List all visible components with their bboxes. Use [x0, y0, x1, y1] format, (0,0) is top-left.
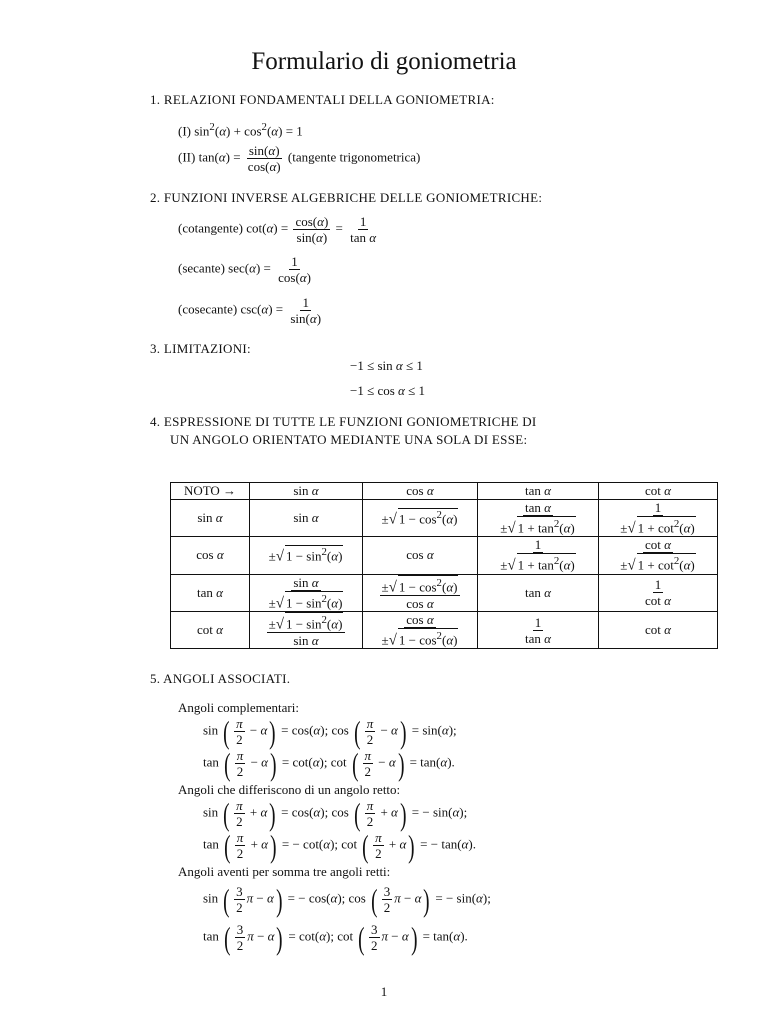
table-row-header: cos α [171, 537, 250, 574]
table-cell: $\frac{\text{cot α}}{\pm√ 1 + \cot^2(\alpha)}$ [599, 537, 718, 574]
table-row-header: tan α [171, 574, 250, 611]
formula-three-right-tan-cot: tan ( $\frac{3}{2}$ π − α) = cot(α); cot ( $\frac{3}{2}$ π − α) = tan(α). [203, 919, 468, 956]
table-row [171, 611, 718, 648]
table-row [171, 500, 718, 537]
table-corner-cell: NOTO → [171, 483, 250, 500]
page-title: Formulario di goniometria [251, 48, 517, 75]
formula-sin-bounds: −1 ≤ sin α ≤ 1 [350, 358, 423, 373]
cotangent-label: (cotangente) [178, 220, 243, 236]
group-right-angle-heading: Angoli che differiscono di un angolo retto: [178, 782, 401, 797]
table-cell: $\frac{1}{\text{tan α}}$ [478, 611, 599, 648]
table-cell: $\frac{\text{cos α}}{\pm√ 1 - \cos^2(\alpha)}$ [363, 611, 478, 648]
table-cell: $\frac{1}{\text{cot α}}$ [599, 574, 718, 611]
cosecant-label: (cosecante) [178, 301, 238, 317]
table-cell: $\frac{\pm√ 1 - \sin^2(\alpha)}{\text{sin α}}$ [250, 611, 363, 648]
formula-right-angle-tan-cot: tan ( $\frac{\pi}{2}$ + α) = − cot(α); cot ( $\frac{\pi}{2}$ + α) = − tan(α). [203, 827, 476, 864]
section-3-heading: 3. LIMITAZIONI: [150, 341, 251, 356]
formula-cosecant: (cosecante) csc(α) = $\frac{1}{\sin(\alpha)}$ [178, 295, 322, 326]
table-cell: $\frac{\text{tan α}}{\pm√ 1 + \tan^2(\alpha)}$ [478, 500, 599, 537]
table-header-cell: cot α [599, 483, 718, 500]
table-row [171, 537, 718, 574]
group-complementary-heading: Angoli complementari: [178, 700, 299, 715]
table-cell: $\frac{1}{\pm√ 1 + \cot^2(\alpha)}$ [599, 500, 718, 537]
formula-label-i: (I) [178, 123, 191, 139]
section-4-heading-line1: 4. ESPRESSIONE DI TUTTE LE FUNZIONI GONIOMETRICHE DI [150, 414, 537, 429]
formula-complementary-sin-cos: sin ( $\frac{\pi}{2}$ − α) = cos(α); cos ( $\frac{\pi}{2}$ − α) = sin(α); [203, 713, 457, 750]
formula-note-tangente: (tangente trigonometrica) [287, 149, 421, 165]
table-cell: ±√ $1 - \sin^2(\alpha)$ [250, 537, 363, 574]
table-cell: $\frac{1}{\pm√ 1 + \tan^2(\alpha)}$ [478, 537, 599, 574]
table-cell: $\frac{\text{sin α}}{\pm√ 1 - \sin^2(\alpha)}$ [250, 574, 363, 611]
table-header-cell: tan α [478, 483, 599, 500]
table-cell: tan α [478, 574, 599, 611]
table-header-cell: sin α [250, 483, 363, 500]
formula-secant: (secante) sec(α) = $\frac{1}{\cos(\alpha)}$ [178, 254, 311, 285]
formula-pythagorean-identity: (I) $\sin^2(\alpha) + \cos^2(\alpha) = 1$ [178, 121, 303, 139]
conversion-table [170, 482, 718, 649]
table-cell: $\frac{\pm√ 1 - \cos^2(\alpha)}{\text{cos α}}$ [363, 574, 478, 611]
table-cell: cot α [599, 611, 718, 648]
table-cell: cos α [363, 537, 478, 574]
section-4-heading-line2: UN ANGOLO ORIENTATO MEDIANTE UNA SOLA DI ESSE: [170, 432, 528, 447]
page-number: 1 [380, 984, 388, 999]
section-2-heading: 2. FUNZIONI INVERSE ALGEBRICHE DELLE GONIOMETRICHE: [150, 190, 543, 205]
formula-right-angle-sin-cos: sin ( $\frac{\pi}{2}$ + α) = cos(α); cos ( $\frac{\pi}{2}$ + α) = − sin(α); [203, 795, 468, 832]
formula-tangent-definition: (II) tan(α) = $\frac{\sin(\alpha)}{\cos(\alpha)}$ (tangente trigonometrica) [178, 143, 421, 174]
formula-three-right-sin-cos: sin ( $\frac{3}{2}$ π − α) = − cos(α); cos ( $\frac{3}{2}$ π − α) = − sin(α); [203, 881, 491, 918]
table-cell: sin α [250, 500, 363, 537]
secant-label: (secante) [178, 260, 225, 276]
table-row [171, 574, 718, 611]
formula-cos-bounds: −1 ≤ cos α ≤ 1 [350, 383, 426, 398]
table-cell: ±√ $1 - \cos^2(\alpha)$ [363, 500, 478, 537]
table-row-header: cot α [171, 611, 250, 648]
section-1-heading: 1. RELAZIONI FONDAMENTALI DELLA GONIOMETRIA: [150, 92, 495, 107]
formula-complementary-tan-cot: tan ( $\frac{\pi}{2}$ − α) = cot(α); cot ( $\frac{\pi}{2}$ − α) = tan(α). [203, 745, 455, 782]
formula-cotangent: (cotangente) cot(α) = $\frac{\cos(\alpha)}{\sin(\alpha)}$ = $\frac{1}{\text{tan α}}$ [178, 214, 377, 245]
table-header-row [171, 483, 718, 500]
group-three-right-angles-heading: Angoli aventi per somma tre angoli retti: [178, 864, 391, 879]
table-row-header: sin α [171, 500, 250, 537]
table-header-cell: cos α [363, 483, 478, 500]
section-5-heading: 5. ANGOLI ASSOCIATI. [150, 671, 291, 686]
formula-label-ii: (II) [178, 149, 196, 165]
